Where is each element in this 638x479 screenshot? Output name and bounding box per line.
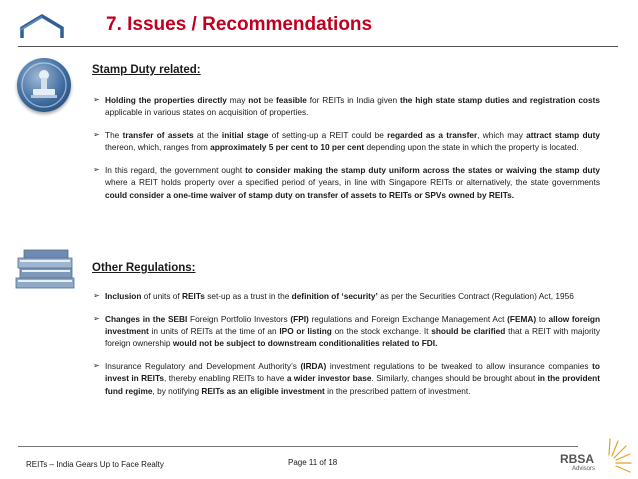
bullet-text-run: applicable in various states on acquisition of properties. [105, 107, 309, 118]
bullet-text-run: could consider a one-time waiver of stamp duty on transfer of assets to REITs or SPVs owned by REITs. [105, 189, 515, 200]
arrow-bullet-icon: ➢ [93, 95, 100, 104]
house-icon [18, 12, 66, 42]
footer-document-title: REITs – India Gears Up to Face Realty [26, 460, 164, 469]
bullet-text-run: for REITs in India given [306, 95, 400, 105]
bullet-text-run: , thereby enabling REITs to have [164, 373, 287, 384]
bullet-item [93, 164, 600, 201]
bullet-text-run: at the [193, 130, 222, 141]
bullet-text-run: Foreign Portfolio Investors [187, 313, 291, 324]
stamp-icon [17, 58, 71, 112]
bullet-text-run: in the prescribed pattern of investment. [324, 385, 471, 396]
bullet-text-run: the high state stamp duties and registration costs [399, 95, 600, 105]
other-regulations-bullet-list [93, 290, 600, 408]
bullet-text-run: Changes in the SEBI [105, 313, 188, 324]
bullet-item [93, 94, 600, 119]
bullet-text-run: (IRDA) [300, 361, 327, 372]
bullet-text-run: investment regulations to be tweaked to allow insurance companies [326, 361, 593, 372]
bullet-text-run: be [261, 95, 277, 105]
bullet-text-run: The [105, 130, 123, 141]
arrow-bullet-icon: ➢ [93, 291, 100, 300]
bullet-text-run: regarded as a transfer [387, 130, 478, 141]
bullet-text-run: a wider investor base [286, 373, 372, 384]
bullet-text-run: Holding the properties directly [105, 95, 227, 105]
bullet-text-run: depending upon the state in which the property is located. [364, 142, 579, 153]
arrow-bullet-icon: ➢ [93, 165, 100, 175]
bullet-text-run: as per the Securities Contract (Regulation) Act, 1956 [377, 291, 574, 301]
arrow-bullet-icon: ➢ [93, 361, 100, 371]
bullet-text-run: thereon, which, ranges from [105, 142, 211, 153]
bullet-text-run: regulations and Foreign Exchange Management Act [308, 313, 508, 324]
bullet-text-run: in the provident fund regime [105, 373, 600, 396]
bullet-text-run: to consider making the stamp duty uniform across the states or waiving the stamp duty [245, 165, 601, 176]
bullet-item [93, 313, 600, 350]
bullet-text-run: on the stock exchange. It [331, 326, 432, 337]
bullet-text-run: approximately 5 per cent to 10 per cent [210, 142, 365, 153]
bullet-text-run: (FPI) [290, 313, 309, 324]
bullet-text-run: Insurance Regulatory and Development Authority’s [105, 361, 301, 372]
books-icon [12, 248, 78, 292]
bullet-text-run: that a REIT with majority foreign ownership [105, 326, 600, 349]
brand-subtitle: Advisors [572, 466, 596, 472]
footer-divider [18, 446, 578, 447]
stamp-duty-heading: Stamp Duty related: [92, 64, 201, 76]
bullet-text-run: attract stamp duty [526, 130, 600, 141]
other-regulations-heading: Other Regulations: [92, 262, 196, 274]
bullet-text-run: in units of REITs at the time of an [148, 326, 280, 337]
stamp-duty-bullet-list [93, 94, 600, 212]
bullet-text-run: , by notifying [152, 385, 202, 396]
bullet-item [93, 290, 600, 302]
page-title: 7. Issues / Recommendations [106, 14, 373, 35]
bullet-text-run: initial stage [221, 130, 269, 141]
bullet-text-run: definition of ‘security’ [291, 291, 378, 301]
bullet-item [93, 360, 600, 397]
bullet-text-run: Inclusion [105, 291, 142, 301]
bullet-text-run: (FEMA) [507, 313, 537, 324]
bullet-text-run: of units of [141, 291, 183, 301]
bullet-text-run: , which may [477, 130, 527, 141]
bullet-text-run: should be clarified [431, 326, 506, 337]
bullet-text-run: of setting-up a REIT could be [268, 130, 388, 141]
bullet-text-run: REITs [182, 291, 205, 301]
bullet-text-run: feasible [276, 95, 307, 105]
bullet-text-run: . Similarly, changes should be brought about [371, 373, 538, 384]
bullet-text-run: set-up as a trust in the [204, 291, 292, 301]
bullet-text-run: to invest in REITs [105, 361, 600, 384]
bullet-text-run: transfer of assets [122, 130, 194, 141]
bullet-text-run: In this regard, the government ought [105, 165, 246, 176]
bullet-item [93, 129, 600, 154]
bullet-text-run: would not be subject to downstream conditionalities related to FDI. [172, 338, 438, 349]
bullet-text-run: where a REIT holds property over a specified period of years, in line with Singapore REITs or alternatively, the state governments [105, 177, 600, 188]
arrow-bullet-icon: ➢ [93, 130, 100, 140]
bullet-text-run: REITs as an eligible investment [201, 385, 325, 396]
bullet-text-run: to [536, 313, 549, 324]
page-number: Page 11 of 18 [288, 458, 338, 467]
title-divider [18, 46, 618, 47]
bullet-text-run: not [248, 95, 262, 105]
arrow-bullet-icon: ➢ [93, 313, 100, 323]
bullet-text-run: IPO or listing [279, 326, 332, 337]
bullet-text-run: allow foreign investment [105, 313, 601, 337]
bullet-text-run: may [226, 95, 249, 105]
brand-name: RBSA [560, 452, 595, 466]
